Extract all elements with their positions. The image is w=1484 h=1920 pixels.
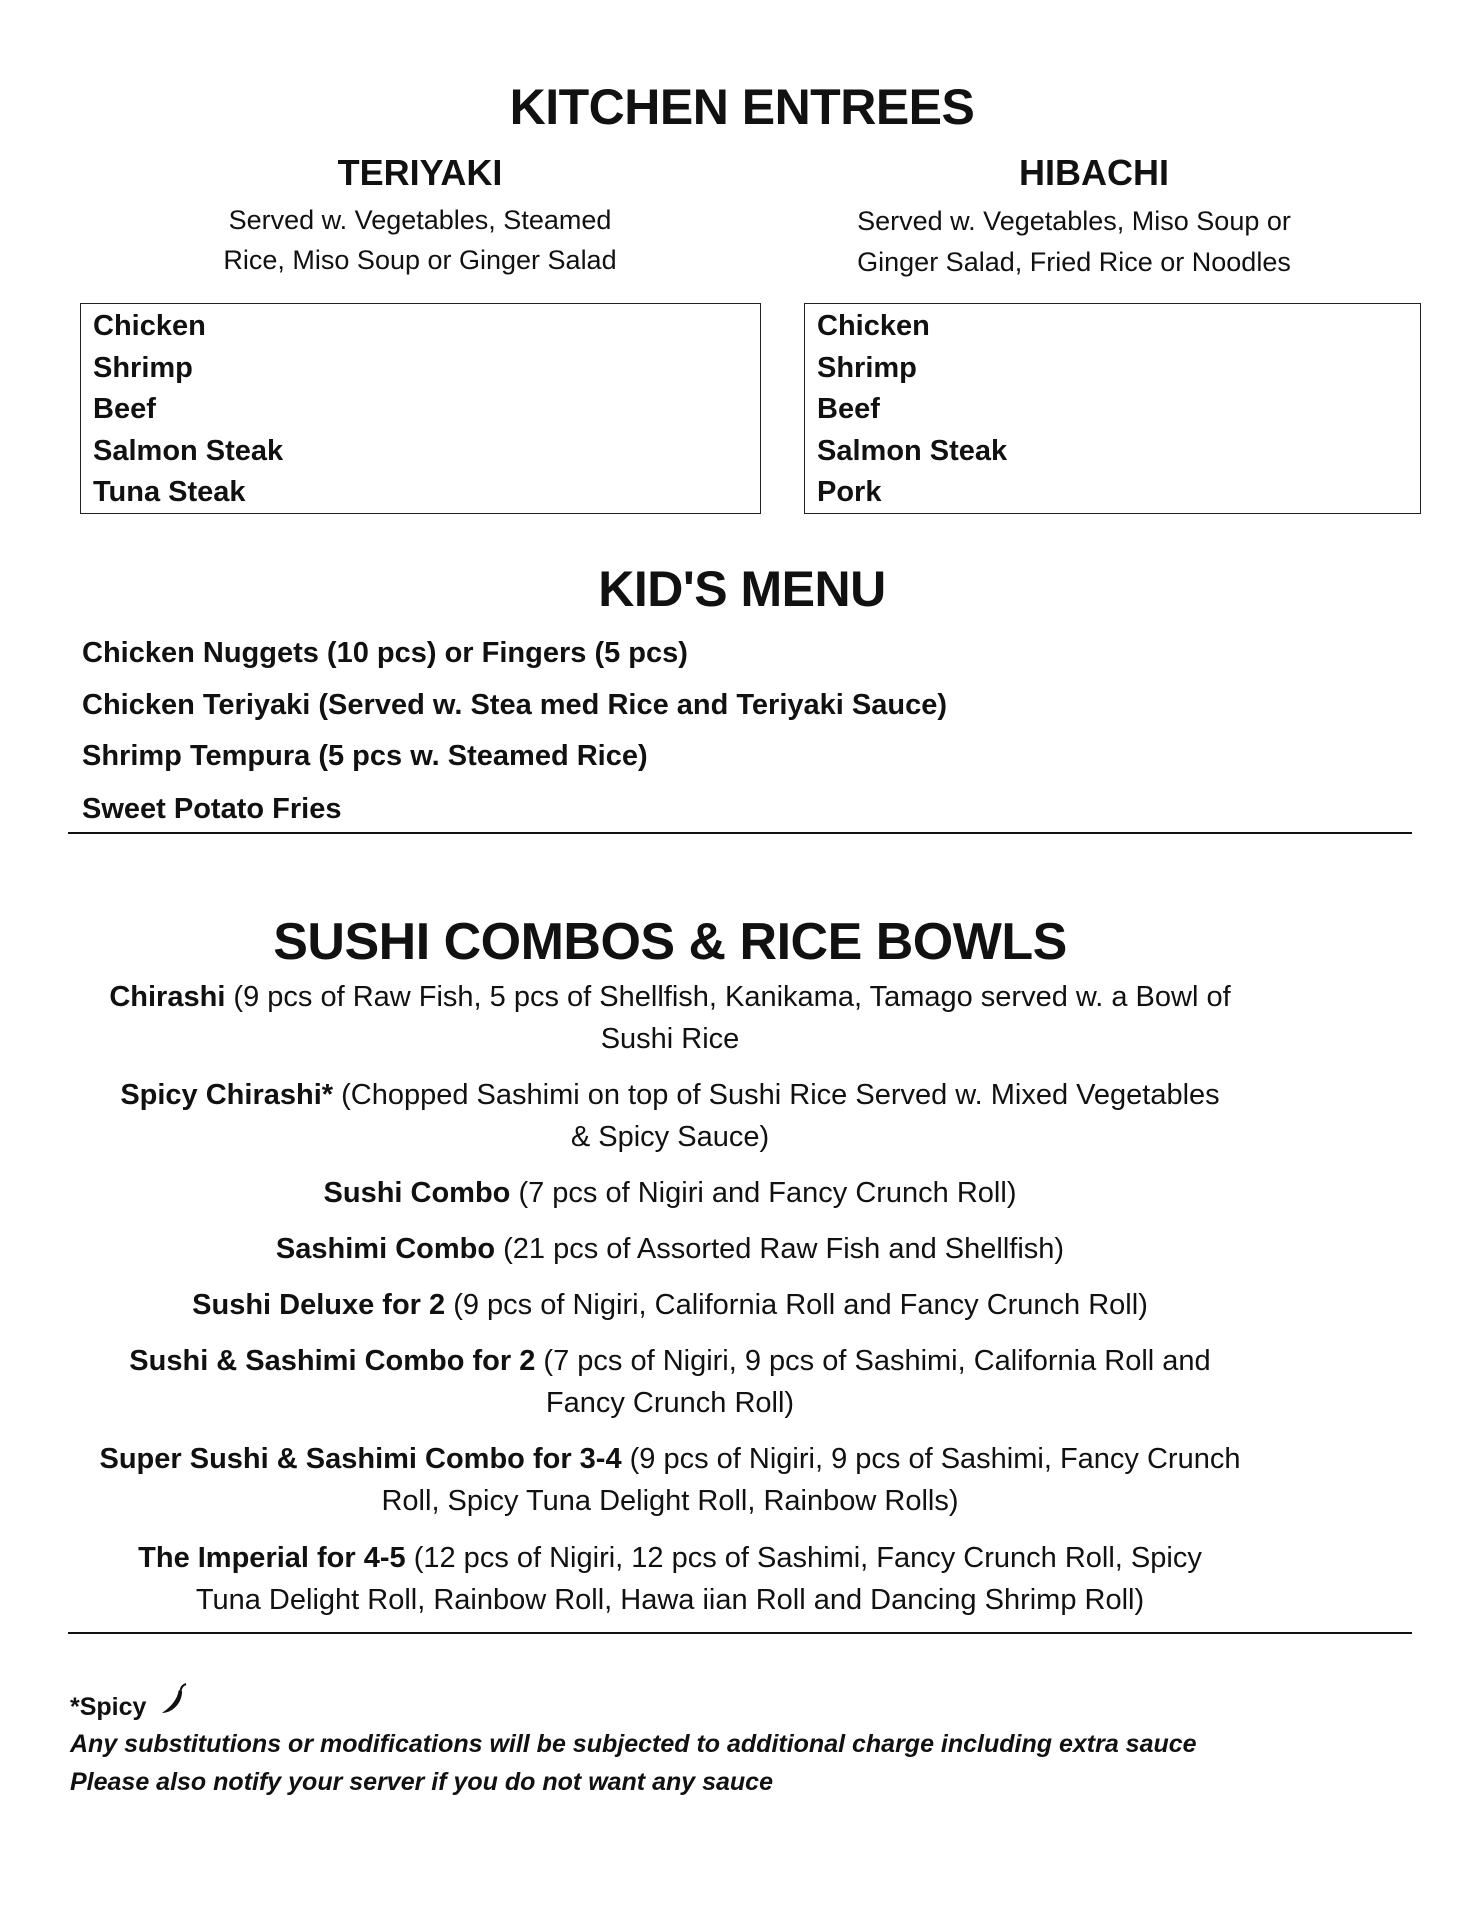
hibachi-desc-line2: Ginger Salad, Fried Rice or Noodles bbox=[857, 247, 1291, 277]
hibachi-item: Salmon Steak bbox=[817, 434, 1008, 467]
combo-desc: (9 pcs of Nigiri, California Roll and Fancy Crunch Roll) bbox=[445, 1289, 1148, 1321]
combo-desc-cont: Sushi Rice bbox=[600, 1023, 740, 1055]
combo-desc: (9 pcs of Raw Fish, 5 pcs of Shellfish, Kanikama, Tamago served w. a Bowl of bbox=[225, 981, 1231, 1013]
kids-menu-item: Shrimp Tempura (5 pcs w. Steamed Rice) bbox=[82, 740, 648, 772]
spicy-label: *Spicy bbox=[70, 1693, 147, 1721]
combo-desc: (21 pcs of Assorted Raw Fish and Shellfish) bbox=[495, 1233, 1065, 1265]
hibachi-item: Shrimp bbox=[817, 351, 917, 384]
combo-item bbox=[60, 1284, 1280, 1326]
hibachi-items-box bbox=[804, 303, 1421, 514]
combo-name: Sushi Combo bbox=[323, 1177, 511, 1209]
hibachi-title: HIBACHI bbox=[1019, 152, 1169, 193]
combo-desc-cont: Tuna Delight Roll, Rainbow Roll, Hawa iian Roll and Dancing Shrimp Roll) bbox=[195, 1584, 1145, 1616]
combo-desc: (Chopped Sashimi on top of Sushi Rice Served w. Mixed Vegetables bbox=[333, 1079, 1220, 1111]
teriyaki-item: Tuna Steak bbox=[93, 476, 246, 508]
substitution-note: Any substitutions or modifications will be subjected to additional charge including extra sauce bbox=[70, 1730, 1197, 1758]
combo-desc-cont: Roll, Spicy Tuna Delight Roll, Rainbow Rolls) bbox=[381, 1485, 959, 1517]
combo-name: Sushi Deluxe for 2 bbox=[192, 1289, 446, 1321]
combo-name: Spicy Chirashi* bbox=[120, 1079, 334, 1111]
hibachi-desc-line1: Served w. Vegetables, Miso Soup or bbox=[857, 206, 1291, 236]
combo-item bbox=[60, 1172, 1280, 1214]
combo-item bbox=[60, 1228, 1280, 1270]
combo-name: Chirashi bbox=[109, 981, 226, 1013]
kids-menu-item: Chicken Nuggets (10 pcs) or Fingers (5 pcs) bbox=[82, 637, 688, 669]
teriyaki-item: Chicken bbox=[93, 310, 206, 342]
hibachi-item: Chicken bbox=[817, 310, 930, 342]
teriyaki-items-box bbox=[80, 303, 761, 514]
hibachi-item: Beef bbox=[817, 393, 880, 425]
teriyaki-desc-line1: Served w. Vegetables, Steamed bbox=[228, 205, 612, 235]
sauce-note: Please also notify your server if you do not want any sauce bbox=[70, 1768, 773, 1796]
section-divider bbox=[68, 1632, 1412, 1634]
kids-menu-title: KID'S MENU bbox=[598, 561, 886, 617]
combo-item bbox=[60, 1537, 1280, 1621]
combo-desc: (7 pcs of Nigiri and Fancy Crunch Roll) bbox=[510, 1177, 1017, 1209]
combo-name: The Imperial for 4-5 bbox=[138, 1542, 406, 1574]
teriyaki-desc-line2: Rice, Miso Soup or Ginger Salad bbox=[223, 245, 617, 275]
combo-item bbox=[60, 1074, 1280, 1158]
teriyaki-item: Salmon Steak bbox=[93, 434, 284, 467]
combo-item bbox=[60, 1438, 1280, 1522]
kitchen-entrees-title: KITCHEN ENTREES bbox=[509, 79, 975, 135]
chili-pepper-icon bbox=[159, 1683, 189, 1724]
teriyaki-item: Shrimp bbox=[93, 351, 193, 384]
combo-desc-cont: & Spicy Sauce) bbox=[570, 1121, 770, 1153]
combo-item bbox=[60, 1340, 1280, 1424]
teriyaki-item: Beef bbox=[93, 393, 156, 425]
combo-name: Sushi & Sashimi Combo for 2 bbox=[129, 1345, 536, 1377]
combo-item bbox=[60, 976, 1280, 1060]
combo-desc: (9 pcs of Nigiri, 9 pcs of Sashimi, Fancy Crunch bbox=[621, 1443, 1241, 1475]
kids-menu-item: Chicken Teriyaki (Served w. Stea med Rice and Teriyaki Sauce) bbox=[82, 689, 948, 721]
section-divider bbox=[68, 832, 1412, 834]
combo-desc: (12 pcs of Nigiri, 12 pcs of Sashimi, Fancy Crunch Roll, Spicy bbox=[405, 1542, 1202, 1574]
combo-desc-cont: Fancy Crunch Roll) bbox=[545, 1387, 795, 1419]
hibachi-item: Pork bbox=[817, 476, 882, 508]
teriyaki-title: TERIYAKI bbox=[337, 152, 503, 193]
sushi-combos-title: SUSHI COMBOS & RICE BOWLS bbox=[273, 913, 1067, 971]
combo-desc: (7 pcs of Nigiri, 9 pcs of Sashimi, California Roll and bbox=[535, 1345, 1211, 1377]
kids-menu-item: Sweet Potato Fries bbox=[82, 793, 342, 825]
combo-name: Sashimi Combo bbox=[275, 1233, 496, 1265]
spicy-legend bbox=[70, 1683, 189, 1724]
combo-name: Super Sushi & Sashimi Combo for 3-4 bbox=[99, 1443, 622, 1475]
